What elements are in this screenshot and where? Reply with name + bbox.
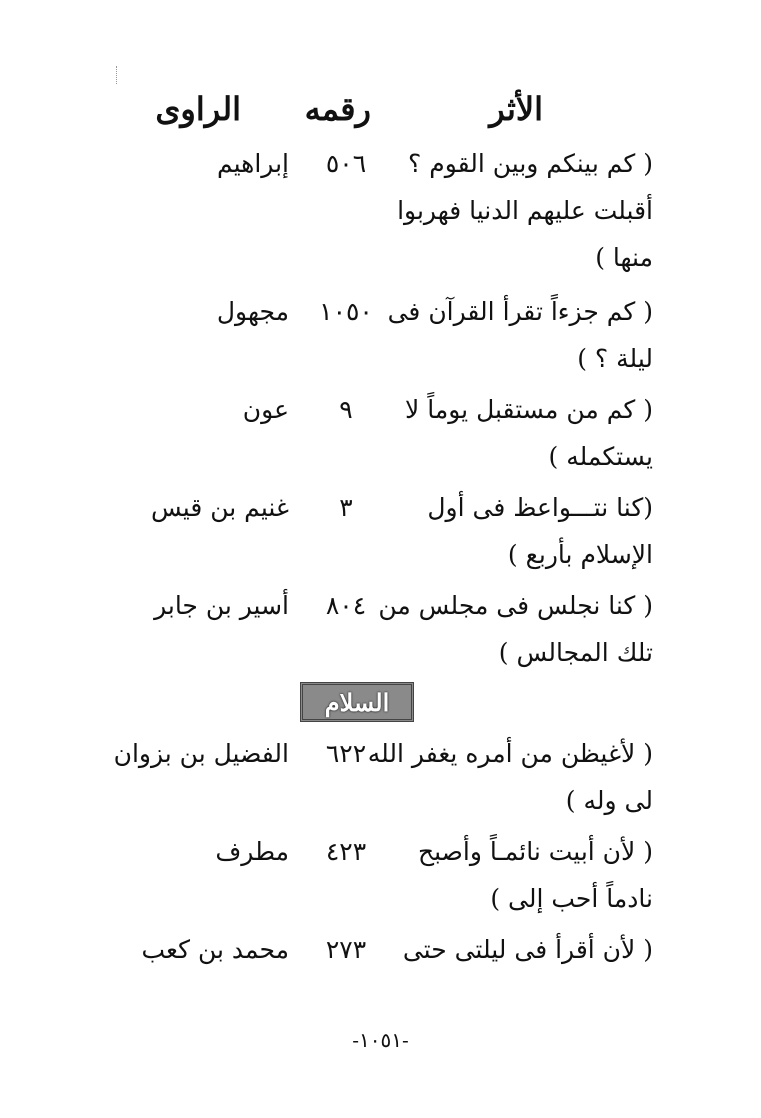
athar-text: الإسلام بأربع ) [507,540,653,569]
athar-number: ٤٢٣ [325,837,367,866]
margin-dots [116,66,119,84]
athar-number: ٣ [339,493,353,522]
entry [93,288,653,382]
athar-text: نادماً أحب إلى ) [490,884,653,913]
narrator: أسير بن جابر [154,591,289,620]
athar-number: ٨٠٤ [325,591,367,620]
header-athar: الأثر [489,90,543,128]
entry [93,582,653,676]
narrator: إبراهيم [216,149,289,178]
athar-text: (كنا نتـــواعظ فى أول [427,493,653,522]
athar-text: أقبلت عليهم الدنيا فهربوا [397,196,653,225]
narrator: محمد بن كعب [141,935,289,964]
athar-text: ( لأن أقرأ فى ليلتى حتى [402,935,653,964]
entry [93,926,653,973]
page-number: -١٠٥١- [352,1028,409,1052]
athar-number: ٦٢٢ [325,739,367,768]
section-heading-box [300,682,414,722]
entry [93,484,653,578]
athar-text: لى وله ) [565,786,653,815]
athar-text: ( لأغيظن من أمره يغفر الله [367,739,653,768]
header-raqm: رقمه [304,90,371,128]
athar-text: يستكمله ) [548,442,653,471]
section-heading: السلام [324,687,390,717]
narrator: الفضيل بن بزوان [113,739,289,768]
athar-text: منها ) [595,243,653,272]
athar-number: ١٠٥٠ [319,297,373,326]
narrator: مطرف [215,837,289,866]
athar-text: ( كم من مستقبل يوماً لا [405,395,653,424]
narrator: غنيم بن قيس [150,493,289,522]
athar-text: ( لأن أبيت نائمـاً وأصبح [417,837,653,866]
entry [93,386,653,480]
athar-text: ( كم بينكم وبين القوم ؟ [408,149,653,178]
athar-number: ٢٧٣ [325,935,367,964]
athar-text: ( كم جزءاً تقرأ القرآن فى [387,297,653,326]
athar-number: ٥٠٦ [325,149,367,178]
narrator: عون [242,395,289,424]
athar-number: ٩ [339,395,353,424]
entry [93,730,653,824]
entry [93,828,653,922]
header-rawi: الراوى [155,90,241,128]
narrator: مجهول [216,297,289,326]
athar-text: ( كنا نجلس فى مجلس من [378,591,653,620]
athar-text: ليلة ؟ ) [577,344,653,373]
entry [93,140,653,281]
athar-text: تلك المجالس ) [498,638,653,667]
